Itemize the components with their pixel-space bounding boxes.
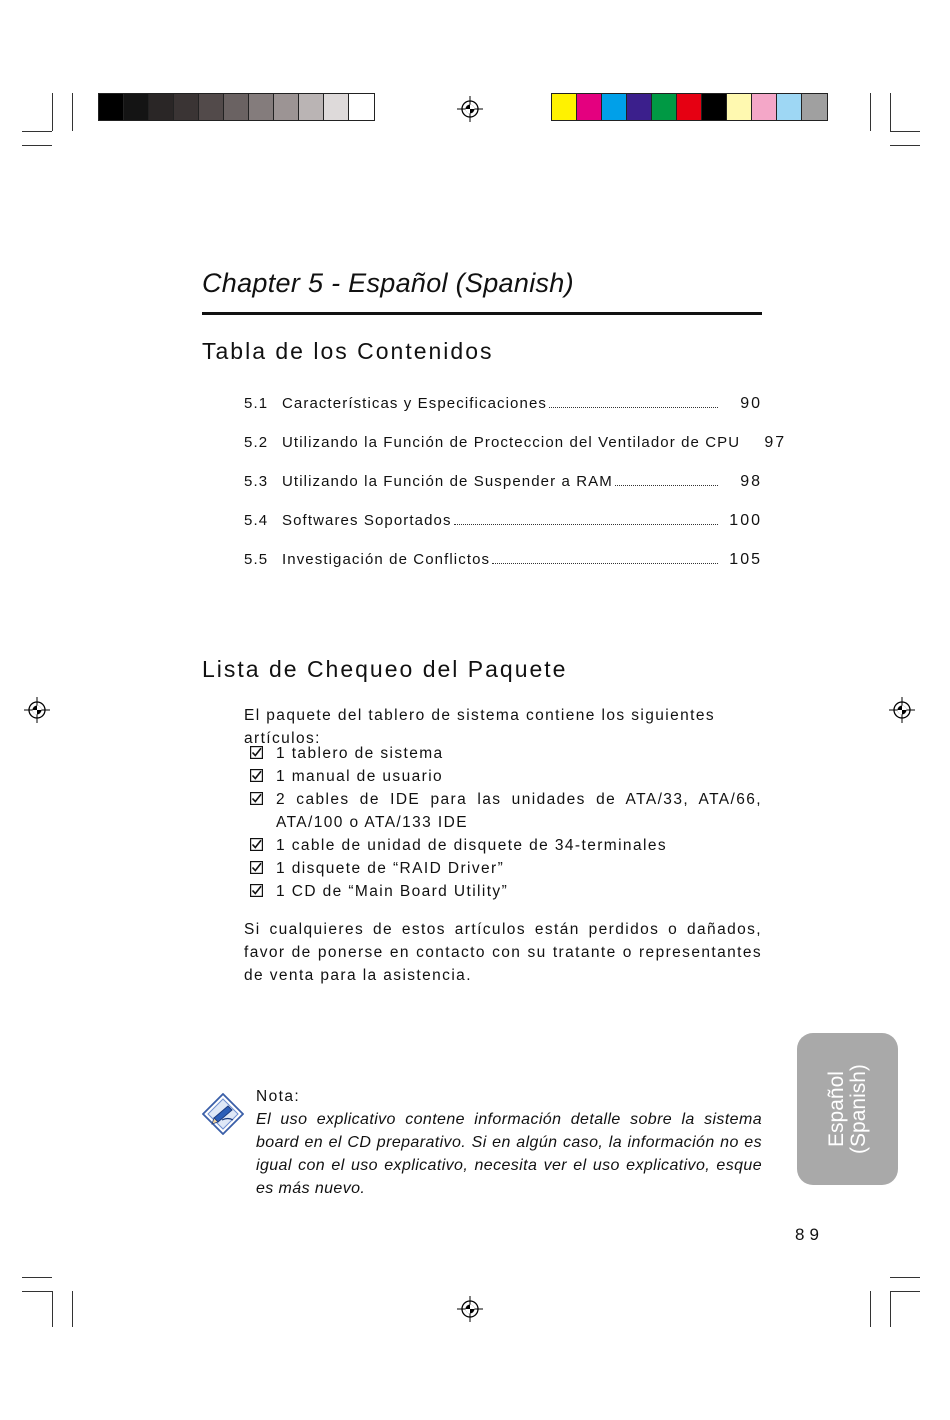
crop-mark (22, 1277, 52, 1278)
toc-entry[interactable] (244, 473, 762, 495)
crop-mark (72, 93, 73, 131)
color-swatch (777, 94, 802, 120)
crop-mark (870, 93, 871, 131)
grayscale-color-bar (98, 93, 375, 121)
color-swatch (752, 94, 777, 120)
color-swatch (249, 94, 274, 120)
crop-mark (72, 1291, 73, 1327)
toc-entry-number: 5.4 (244, 512, 269, 529)
registration-target-icon (889, 697, 915, 723)
checklist-item-text: 1 manual de usuario (276, 768, 444, 785)
color-swatch (652, 94, 677, 120)
checklist-item-text: 1 CD de “Main Board Utility” (276, 883, 509, 900)
color-swatch (727, 94, 752, 120)
registration-target-icon (457, 1296, 483, 1322)
language-side-tab (797, 1033, 898, 1185)
checkbox-checked-icon (250, 838, 263, 851)
checklist-item (250, 765, 762, 788)
color-swatch (99, 94, 124, 120)
color-swatch (174, 94, 199, 120)
crop-mark (22, 131, 52, 132)
side-tab-line1: Español (824, 1071, 848, 1147)
checklist-item (250, 742, 762, 765)
crop-mark (22, 1291, 52, 1292)
toc-entry-title: Investigación de Conflictos (282, 551, 491, 568)
checklist-heading: Lista de Chequeo del Paquete (202, 656, 568, 682)
crop-mark (52, 93, 53, 131)
color-swatch (552, 94, 577, 120)
color-swatch (349, 94, 374, 120)
toc-entry[interactable] (244, 512, 762, 534)
crop-mark (52, 1291, 53, 1327)
note-label: Nota: (256, 1088, 301, 1105)
color-swatch (324, 94, 349, 120)
checklist-closing-paragraph: Si cualquieres de estos artículos están perdidos o dañados, favor de ponerse en contacto con su tratante o representantes de venta para la asistencia. (244, 921, 762, 984)
checklist-item-text: 1 cable de unidad de disquete de 34-terminales (276, 837, 667, 854)
chapter-title-rule (202, 312, 762, 315)
color-swatch (299, 94, 324, 120)
toc-entry-page: 90 (740, 395, 762, 412)
crop-mark (890, 1291, 891, 1327)
color-swatch (802, 94, 827, 120)
crop-mark (22, 145, 52, 146)
chapter-title: Chapter 5 - Español (Spanish) (202, 268, 574, 298)
toc-entry-page: 105 (729, 551, 762, 568)
color-swatch (274, 94, 299, 120)
crop-mark (890, 1277, 920, 1278)
note-pencil-icon (202, 1093, 244, 1135)
toc-entry-page: 98 (740, 473, 762, 490)
checklist-item-text: 1 disquete de “RAID Driver” (276, 860, 505, 877)
crop-mark (890, 145, 920, 146)
toc-entry-number: 5.3 (244, 473, 269, 490)
toc-entry-page: 100 (729, 512, 762, 529)
color-swatch (602, 94, 627, 120)
toc-entry[interactable] (244, 434, 787, 456)
toc-entry-number: 5.1 (244, 395, 269, 412)
crop-mark (890, 93, 891, 131)
color-swatch (702, 94, 727, 120)
color-swatch (577, 94, 602, 120)
toc-entry-page: 97 (764, 434, 787, 451)
toc-entry-title: Softwares Soportados (282, 512, 452, 529)
color-swatch (149, 94, 174, 120)
color-swatch (627, 94, 652, 120)
registration-target-icon (457, 96, 483, 122)
note-text: El uso explicativo contene información detalle sobre la sistema board en el CD preparativo. Si en algún caso, la información no es igual con el uso explicativo, necesita ver el uso explicativo, esque es más nuevo. (256, 1111, 762, 1197)
checkbox-checked-icon (250, 769, 263, 782)
toc-entry-title: Características y Especificaciones (282, 395, 547, 412)
checkbox-checked-icon (250, 884, 263, 897)
checkbox-checked-icon (250, 746, 263, 759)
toc-entry-number: 5.2 (244, 434, 269, 451)
checklist-item-text: 1 tablero de sistema (276, 745, 444, 762)
color-swatch (199, 94, 224, 120)
checklist-item (250, 788, 762, 834)
toc-entry-title: Utilizando la Función de Suspender a RAM (282, 473, 613, 490)
checklist-item-text: 2 cables de IDE para las unidades de ATA/33, ATA/66, ATA/100 o ATA/133 IDE (276, 791, 762, 831)
toc-leader-dots (615, 484, 718, 486)
crop-mark (870, 1291, 871, 1327)
checklist-item (250, 857, 762, 880)
toc-entry[interactable] (244, 551, 762, 573)
color-swatch (224, 94, 249, 120)
page-number: 89 (795, 1225, 824, 1244)
toc-entry-number: 5.5 (244, 551, 269, 568)
process-color-bar (551, 93, 828, 121)
toc-entry[interactable] (244, 395, 762, 417)
toc-leader-dots (492, 562, 718, 564)
checklist-item (250, 834, 762, 857)
toc-leader-dots (454, 523, 718, 525)
side-tab-line2: (Spanish) (846, 1064, 870, 1154)
checkbox-checked-icon (250, 861, 263, 874)
checklist-intro: El paquete del tablero de sistema contiene los siguientes artículos: (244, 707, 715, 747)
checkbox-checked-icon (250, 792, 263, 805)
registration-target-icon (24, 697, 50, 723)
checklist-item (250, 880, 762, 903)
toc-entry-title: Utilizando la Función de Procteccion del Ventilador de CPU (282, 434, 741, 451)
color-swatch (124, 94, 149, 120)
crop-mark (890, 131, 920, 132)
toc-leader-dots (549, 406, 718, 408)
color-swatch (677, 94, 702, 120)
toc-heading: Tabla de los Contenidos (202, 338, 494, 364)
side-tab-label (826, 1064, 870, 1154)
crop-mark (890, 1291, 920, 1292)
